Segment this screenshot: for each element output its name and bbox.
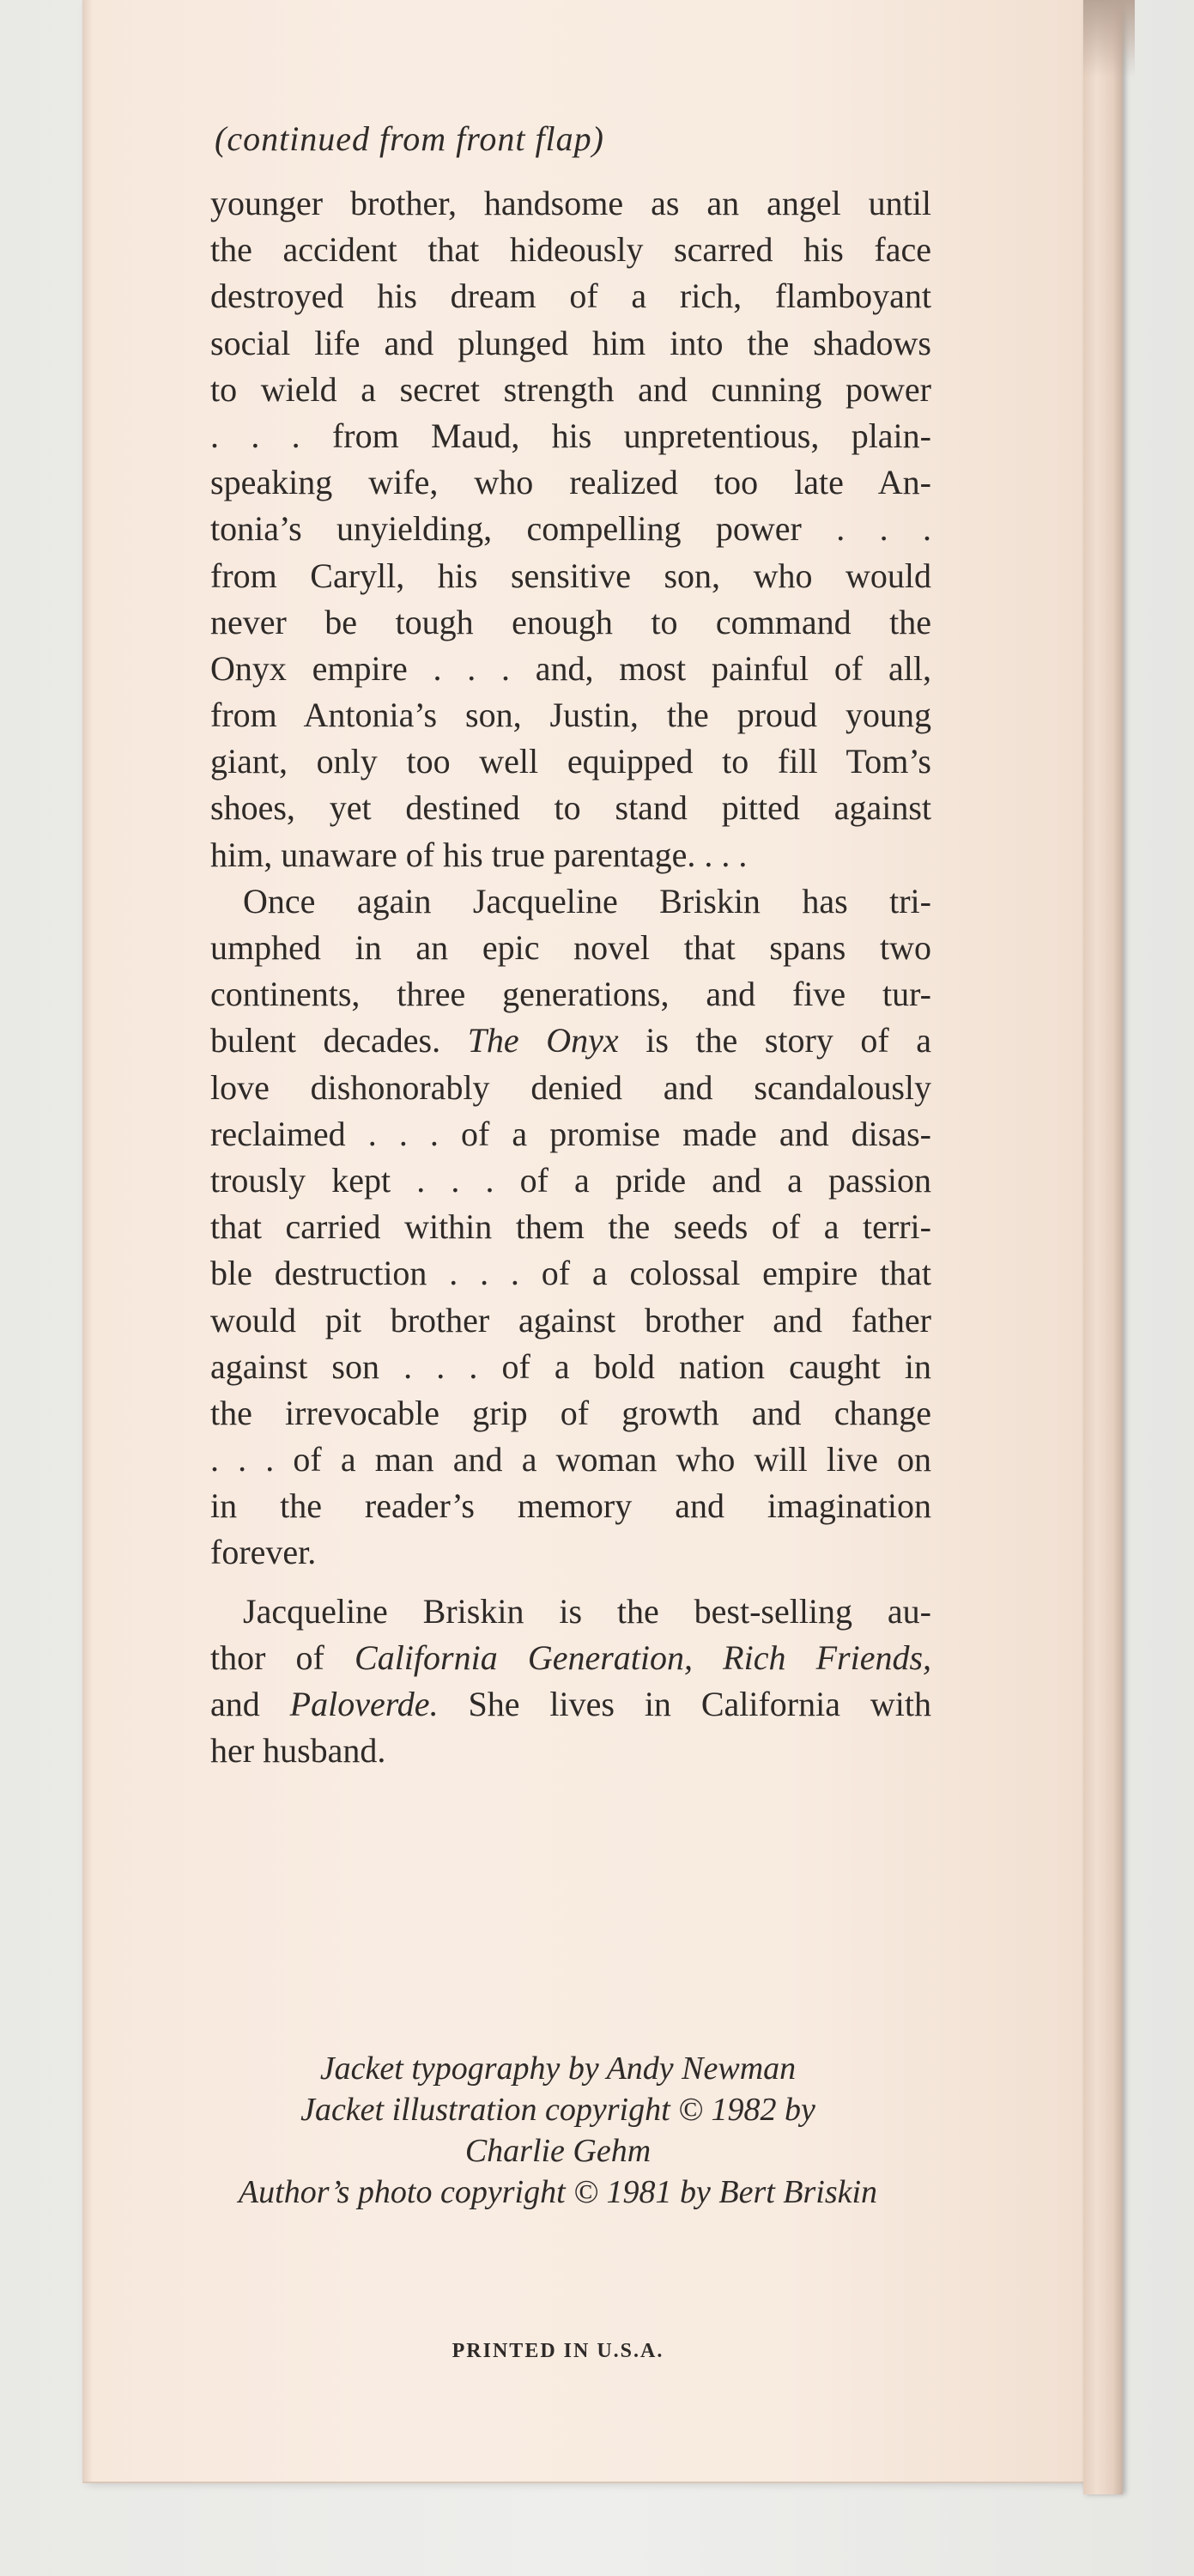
paragraph-2-line: forever.	[210, 1533, 317, 1572]
paragraph-3-line: her husband.	[210, 1731, 386, 1771]
paragraph-2-line: Once again Jacqueline Briskin has tri-	[243, 881, 931, 920]
continued-heading: (continued from front flap)	[215, 119, 604, 158]
book-title-the-onyx: The Onyx	[467, 1021, 619, 1060]
paragraph-1-line: him, unaware of his true parentage. . . .	[210, 835, 748, 874]
paragraph-2-line	[210, 1018, 931, 1064]
paragraph-1-line: younger brother, handsome as an angel until	[210, 184, 931, 222]
book-title-california-generation: California Generation,	[355, 1637, 694, 1677]
paragraph-2-line: that carried within them the seeds of a terri-	[210, 1207, 931, 1247]
paragraph-1-line: speaking wife, who realized too late An-	[210, 463, 931, 502]
paragraph-2-line: reclaimed . . . of a promise made and disas-	[210, 1114, 931, 1153]
paragraph-2-line: would pit brother against brother and father	[210, 1300, 931, 1340]
paragraph-1-line: giant, only too well equipped to fill Tom’s	[210, 742, 931, 781]
flap-body-text	[210, 180, 931, 1774]
text-run: and	[210, 1685, 260, 1723]
flap-crease	[82, 0, 93, 2482]
credit-illustrator-name: Charlie Gehm	[464, 2133, 652, 2169]
paragraph-1-line: from Antonia’s son, Justin, the proud young	[210, 696, 931, 735]
paragraph-2-line: . . . of a man and a woman who will live on	[210, 1440, 931, 1479]
book-title-rich-friends: Rich Friends,	[723, 1637, 932, 1677]
paragraph-3-line	[210, 1635, 931, 1681]
paragraph-1-line: shoes, yet destined to stand pitted against	[210, 788, 931, 828]
credit-typography: Jacket typography by Andy Newman	[319, 2050, 797, 2087]
paragraph-1-line: tonia’s unyielding, compelling power . . .	[210, 509, 931, 549]
text-run: thor of	[210, 1637, 324, 1677]
paragraph-2-line: trously kept . . . of a pride and a passion	[210, 1160, 931, 1200]
paragraph-1-line: from Caryll, his sensitive son, who would	[210, 556, 931, 595]
paragraph-2-line: love dishonorably denied and scandalously	[210, 1067, 931, 1107]
paragraph-2-line: in the reader’s memory and imagination	[210, 1486, 931, 1526]
book-title-paloverde: Paloverde.	[289, 1685, 439, 1723]
jacket-credits	[172, 2048, 944, 2213]
text-run: is the story of a	[645, 1021, 932, 1060]
paragraph-2-line: continents, three generations, and five tur-	[210, 975, 931, 1014]
flap-edge-wear	[1083, 0, 1135, 77]
paragraph-1-line: the accident that hideously scarred his face	[210, 230, 931, 270]
paragraph-1-line: social life and plunged him into the shadows	[210, 323, 931, 362]
paragraph-3-line	[210, 1681, 931, 1728]
flap-folded-edge	[1083, 0, 1123, 2494]
credit-illustration: Jacket illustration copyright © 1982 by	[300, 2092, 815, 2128]
text-run: She lives in California with	[468, 1685, 932, 1723]
paragraph-1-line: to wield a secret strength and cunning power	[210, 369, 931, 409]
paragraph-2-line: ble destruction . . . of a colossal empire that	[210, 1254, 931, 1293]
paragraph-1-line: destroyed his dream of a rich, flamboyant	[210, 276, 931, 316]
paragraph-2-line: the irrevocable grip of growth and change	[210, 1393, 931, 1432]
credit-photo: Author’s photo copyright © 1981 by Bert Briskin	[238, 2174, 878, 2210]
printed-in-usa: PRINTED IN U.S.A.	[452, 2340, 664, 2362]
paragraph-1-line: never be tough enough to command the	[210, 602, 931, 641]
paragraph-1-line: . . . from Maud, his unpretentious, plain-	[210, 416, 931, 455]
paragraph-1-line: Onyx empire . . . and, most painful of all,	[210, 648, 931, 688]
paragraph-3-line: Jacqueline Briskin is the best-selling au-	[243, 1591, 931, 1631]
text-run: bulent decades.	[210, 1021, 441, 1060]
paragraph-gap	[210, 1577, 931, 1589]
paragraph-2-line: umphed in an epic novel that spans two	[210, 928, 931, 967]
paragraph-2-line: against son . . . of a bold nation caught in	[210, 1346, 931, 1386]
